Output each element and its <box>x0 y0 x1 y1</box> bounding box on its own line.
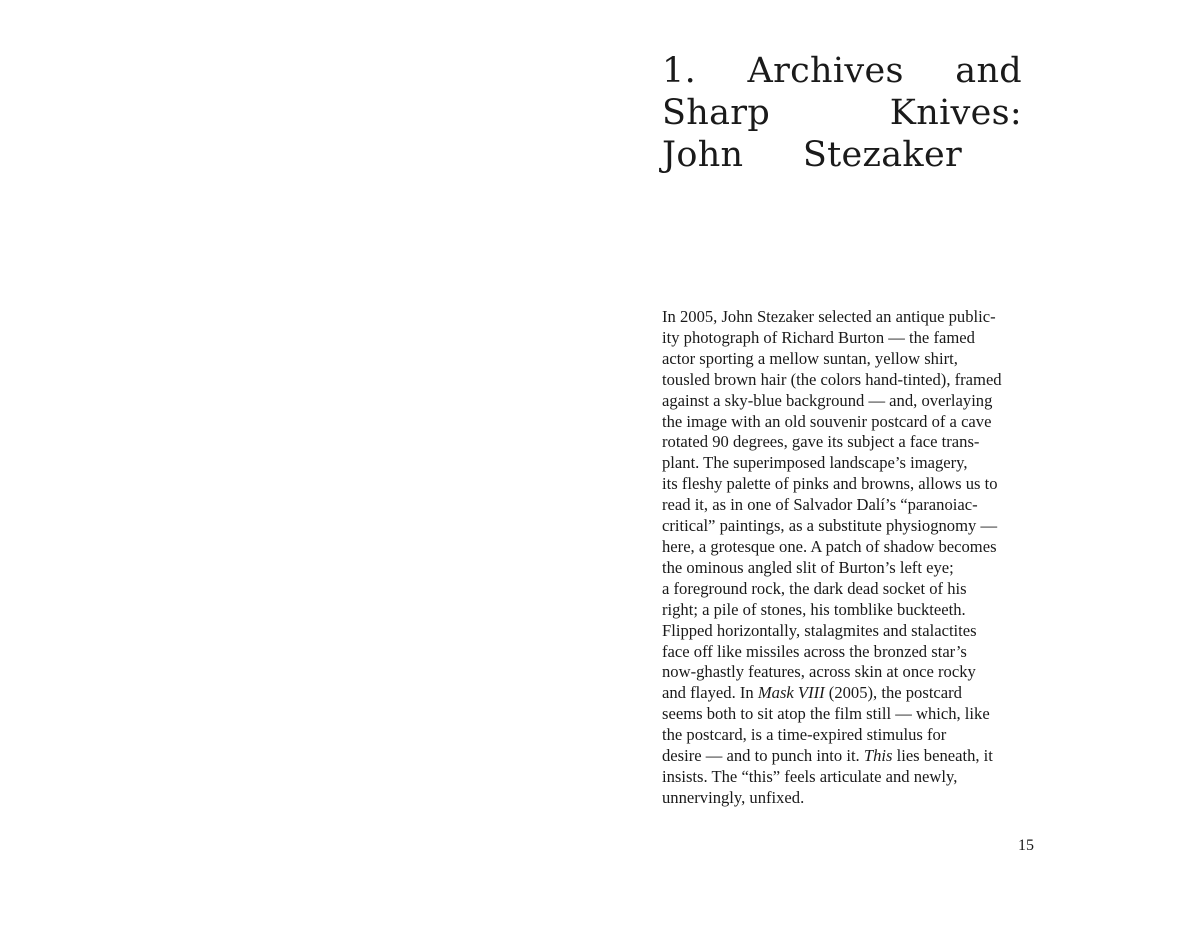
body-text-run: read it, as in one of Salvador Dalí’s “paranoiac- <box>662 495 978 515</box>
body-text-run: critical” paintings, as a substitute physiognomy — <box>662 516 998 536</box>
body-text-run: actor sporting a mellow suntan, yellow shirt, <box>662 348 958 368</box>
body-text-run: tousled brown hair (the colors hand-tinted), framed <box>662 369 1002 389</box>
body-text-run: seems both to sit atop the film still — which, like <box>662 704 990 724</box>
body-text-run: the postcard, is a time-expired stimulus for <box>662 725 947 745</box>
body-line <box>662 412 1072 433</box>
body-line <box>662 558 1072 579</box>
body-line <box>662 788 1072 809</box>
chapter-title-line: 1. Archives and <box>662 51 1022 91</box>
body-text-run: right; a pile of stones, his tomblike buckteeth. <box>662 599 966 619</box>
page-number: 15 <box>1018 837 1034 854</box>
body-text-run: face off like missiles across the bronzed star’s <box>662 641 967 661</box>
body-line <box>662 432 1072 453</box>
body-text-run: ity photograph of Richard Burton — the famed <box>662 327 975 347</box>
body-line <box>662 746 1072 767</box>
body-line <box>662 453 1072 474</box>
body-text-run: the ominous angled slit of Burton’s left eye; <box>662 557 954 577</box>
body-paragraph <box>662 307 1072 809</box>
body-text-run: unnervingly, unfixed. <box>662 787 805 807</box>
body-line <box>662 516 1072 537</box>
body-line <box>662 725 1072 746</box>
body-text-run: desire — and to punch into it. <box>662 746 864 766</box>
body-line <box>662 767 1072 788</box>
body-text-run: here, a grotesque one. A patch of shadow becomes <box>662 536 997 556</box>
body-line <box>662 474 1072 495</box>
body-line <box>662 370 1072 391</box>
body-text-run: the image with an old souvenir postcard of a cave <box>662 411 992 431</box>
body-line <box>662 349 1072 370</box>
body-text-run: its fleshy palette of pinks and browns, allows us to <box>662 474 998 494</box>
body-line <box>662 662 1072 683</box>
chapter-title-line: John Stezaker <box>662 135 962 175</box>
body-line <box>662 495 1072 516</box>
body-text-run: a foreground rock, the dark dead socket of his <box>662 578 967 598</box>
body-text-run: and flayed. In <box>662 683 758 703</box>
body-line <box>662 642 1072 663</box>
body-line <box>662 704 1072 725</box>
italic-text-run: This <box>863 746 893 766</box>
body-line <box>662 391 1072 412</box>
chapter-title-line: Sharp Knives: <box>662 93 1022 133</box>
body-text-run: insists. The “this” feels articulate and newly, <box>662 766 958 786</box>
body-line <box>662 307 1072 328</box>
body-text-run: lies beneath, it <box>892 746 993 766</box>
body-line <box>662 579 1072 600</box>
body-text-run: rotated 90 degrees, gave its subject a face trans- <box>662 432 980 452</box>
body-text-run: against a sky-blue background — and, overlaying <box>662 390 993 410</box>
body-text-run: plant. The superimposed landscape’s imagery, <box>662 453 968 473</box>
body-line <box>662 683 1072 704</box>
right-page <box>600 0 1200 927</box>
body-text-run: In 2005, John Stezaker selected an antique public- <box>662 307 996 326</box>
body-text-run: now-ghastly features, across skin at once rocky <box>662 662 976 682</box>
body-text-run: Flipped horizontally, stalagmites and stalactites <box>662 620 977 640</box>
italic-text-run: Mask VIII <box>757 683 825 703</box>
body-line <box>662 328 1072 349</box>
body-line <box>662 537 1072 558</box>
chapter-title <box>662 50 1022 176</box>
body-line <box>662 600 1072 621</box>
body-text-run: (2005), the postcard <box>824 683 962 703</box>
body-line <box>662 621 1072 642</box>
